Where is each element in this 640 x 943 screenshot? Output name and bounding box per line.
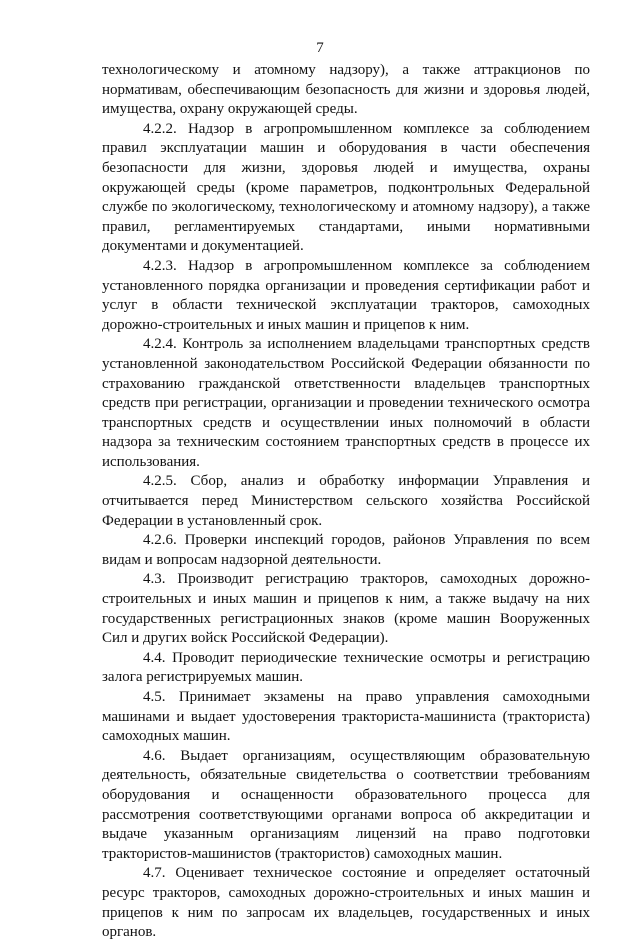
document-body bbox=[102, 61, 590, 943]
paragraph-4-5: 4.5. Принимает экзамены на право управления самоходными машинами и выдает удостоверения тракториста-машиниста (тракториста) самоходных машин. bbox=[102, 689, 590, 745]
page-number: 7 bbox=[316, 40, 324, 56]
paragraph-4-4: 4.4. Проводит периодические технические осмотры и регистрацию залога регистрируемых машин. bbox=[102, 649, 590, 686]
paragraph-4-7: 4.7. Оценивает техническое состояние и определяет остаточный ресурс тракторов, самоходных дорожно-строительных и иных машин и прицепов к ним по запросам их владельцев, государственных и иных органов. bbox=[102, 865, 590, 941]
paragraph-4-2-6: 4.2.6. Проверки инспекций городов, районов Управления по всем видам и вопросам надзорной деятельности. bbox=[102, 532, 590, 568]
paragraph-4-2-4: 4.2.4. Контроль за исполнением владельцами транспортных средств установленной законодательством Российской Федерации обязанности по страхованию гражданской ответственности владельцев транспортных средств при регистрации, организации и проведении технического осмотра транспортных средств и осуществлении иных полномочий в области надзора за техническим состоянием транспортных средств в процессе их использования. bbox=[102, 336, 590, 470]
paragraph-4-6: 4.6. Выдает организациям, осуществляющим образовательную деятельность, обязательные свидетельства о соответствии требованиям оборудования и оснащенности образовательного процесса для рассмотрения соответствующими органами вопроса об аккредитации и выдаче указанным организациям лицензий на право подготовки трактористов-машинистов (трактористов) самоходных машин. bbox=[102, 747, 590, 862]
paragraph-4-2-3: 4.2.3. Надзор в агропромышленном комплексе за соблюдением установленного порядка организации и проведения сертификации работ и услуг в области технической эксплуатации тракторов, самоходных дорожно-строительных и иных машин и прицепов к ним. bbox=[102, 257, 590, 333]
paragraph-4-3: 4.3. Производит регистрацию тракторов, самоходных дорожно-строительных и иных машин и прицепов к ним, а также выдачу на них государственных регистрационных знаков (кроме машин Вооруженных Сил и других войск Российской Федерации). bbox=[102, 571, 590, 647]
paragraph-continuation: технологическому и атомному надзору), а также аттракционов по нормативам, обеспечивающим безопасность для жизни и здоровья людей, имущества, охрану окружающей среды. bbox=[102, 62, 590, 118]
paragraph-4-2-5: 4.2.5. Сбор, анализ и обработку информации Управления и отчитывается перед Министерством сельского хозяйства Российской Федерации в установленный срок. bbox=[102, 473, 590, 529]
paragraph-4-2-2: 4.2.2. Надзор в агропромышленном комплексе за соблюдением правил эксплуатации машин и оборудования в части обеспечения безопасности для жизни, здоровья людей и имущества, охраны окружающей среды (кроме параметров, подконтрольных Федеральной службе по экологическому, технологическому и атомному надзору), а также правил, регламентируемых стандартами, иными нормативными документами и документацией. bbox=[102, 120, 590, 255]
